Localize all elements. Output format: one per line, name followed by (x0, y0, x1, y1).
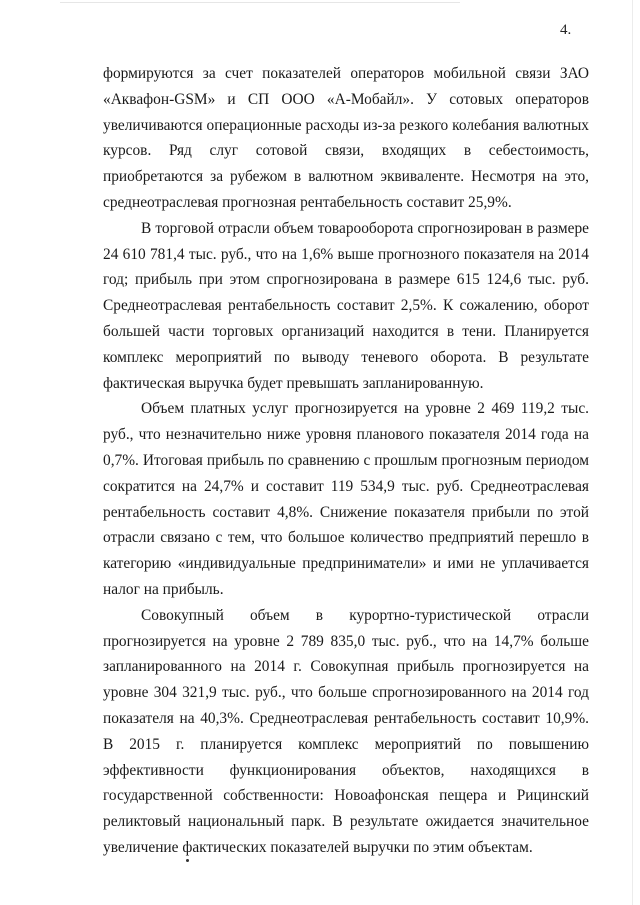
paragraph-trade-sector: В торговой отрасли объем товарооборота спрогнозирован в размере 24 610 781,4 тыс. руб., что на 1,6% выше прогнозного показателя на 2014 год; прибыль при этом спрогнозирована в размере 615 124,6 тыс. руб. Среднеотраслевая рентабельность составит 2,5%. К сожалению, оборот большей части торговых организаций находится в тени. Планируется комплекс мероприятий по выводу теневого оборота. В результате фактическая выручка будет превышать запланированную. (103, 219, 589, 392)
paragraph-paid-services: Объем платных услуг прогнозируется на уровне 2 469 119,2 тыс. руб., что незначительно ниже уровня планового показателя 2014 года на 0,7%. Итоговая прибыль по сравнению с прошлым прогнозным периодом сократится на 24,7% и составит 119 534,9 тыс. руб. Среднеотраслевая рентабельность составит 4,8%. Снижение показателя прибыли по этой отрасли связано с тем, что большое количество предприятий перешло в категорию «индивидуальные предприниматели» и ими не уплачивается налог на прибыль. (103, 400, 589, 598)
scan-artifact-dot (186, 859, 189, 862)
page-number: 4. (560, 22, 572, 38)
paragraph-mobile-operators: формируются за счет показателей операторов мобильной связи ЗАО «Аквафон-GSM» и СП ООО «А-Мобайл». У сотовых операторов увеличиваются операционные расходы из-за резкого колебания валютных курсов. Ряд слуг сотовой связи, входящих в себестоимость, приобретаются за рубежом в валютном эквиваленте. Несмотря на это, среднеотраслевая прогнозная рентабельность составит 25,9%. (103, 65, 589, 211)
document-body (103, 61, 589, 861)
page-edge (632, 0, 633, 905)
scan-artifact-line (60, 2, 460, 3)
paragraph-resort-tourism: Совокупный объем в курортно-туристической отрасли прогнозируется на уровне 2 789 835,0 тыс. руб., что на 14,7% больше запланированного на 2014 г. Совокупная прибыль прогнозируется на уровне 304 321,9 тыс. руб., что больше спрогнозированного на 2014 год показателя на 40,3%. Среднеотраслевая рентабельность составит 10,9%. В 2015 г. планируется комплекс мероприятий по повышению эффективности функционирования объектов, находящихся в государственной собственности: Новоафонская пещера и Рицинский реликтовый национальный парк. В результате ожидается значительное увеличение фактических показателей выручки по этим объектам. (103, 606, 589, 856)
